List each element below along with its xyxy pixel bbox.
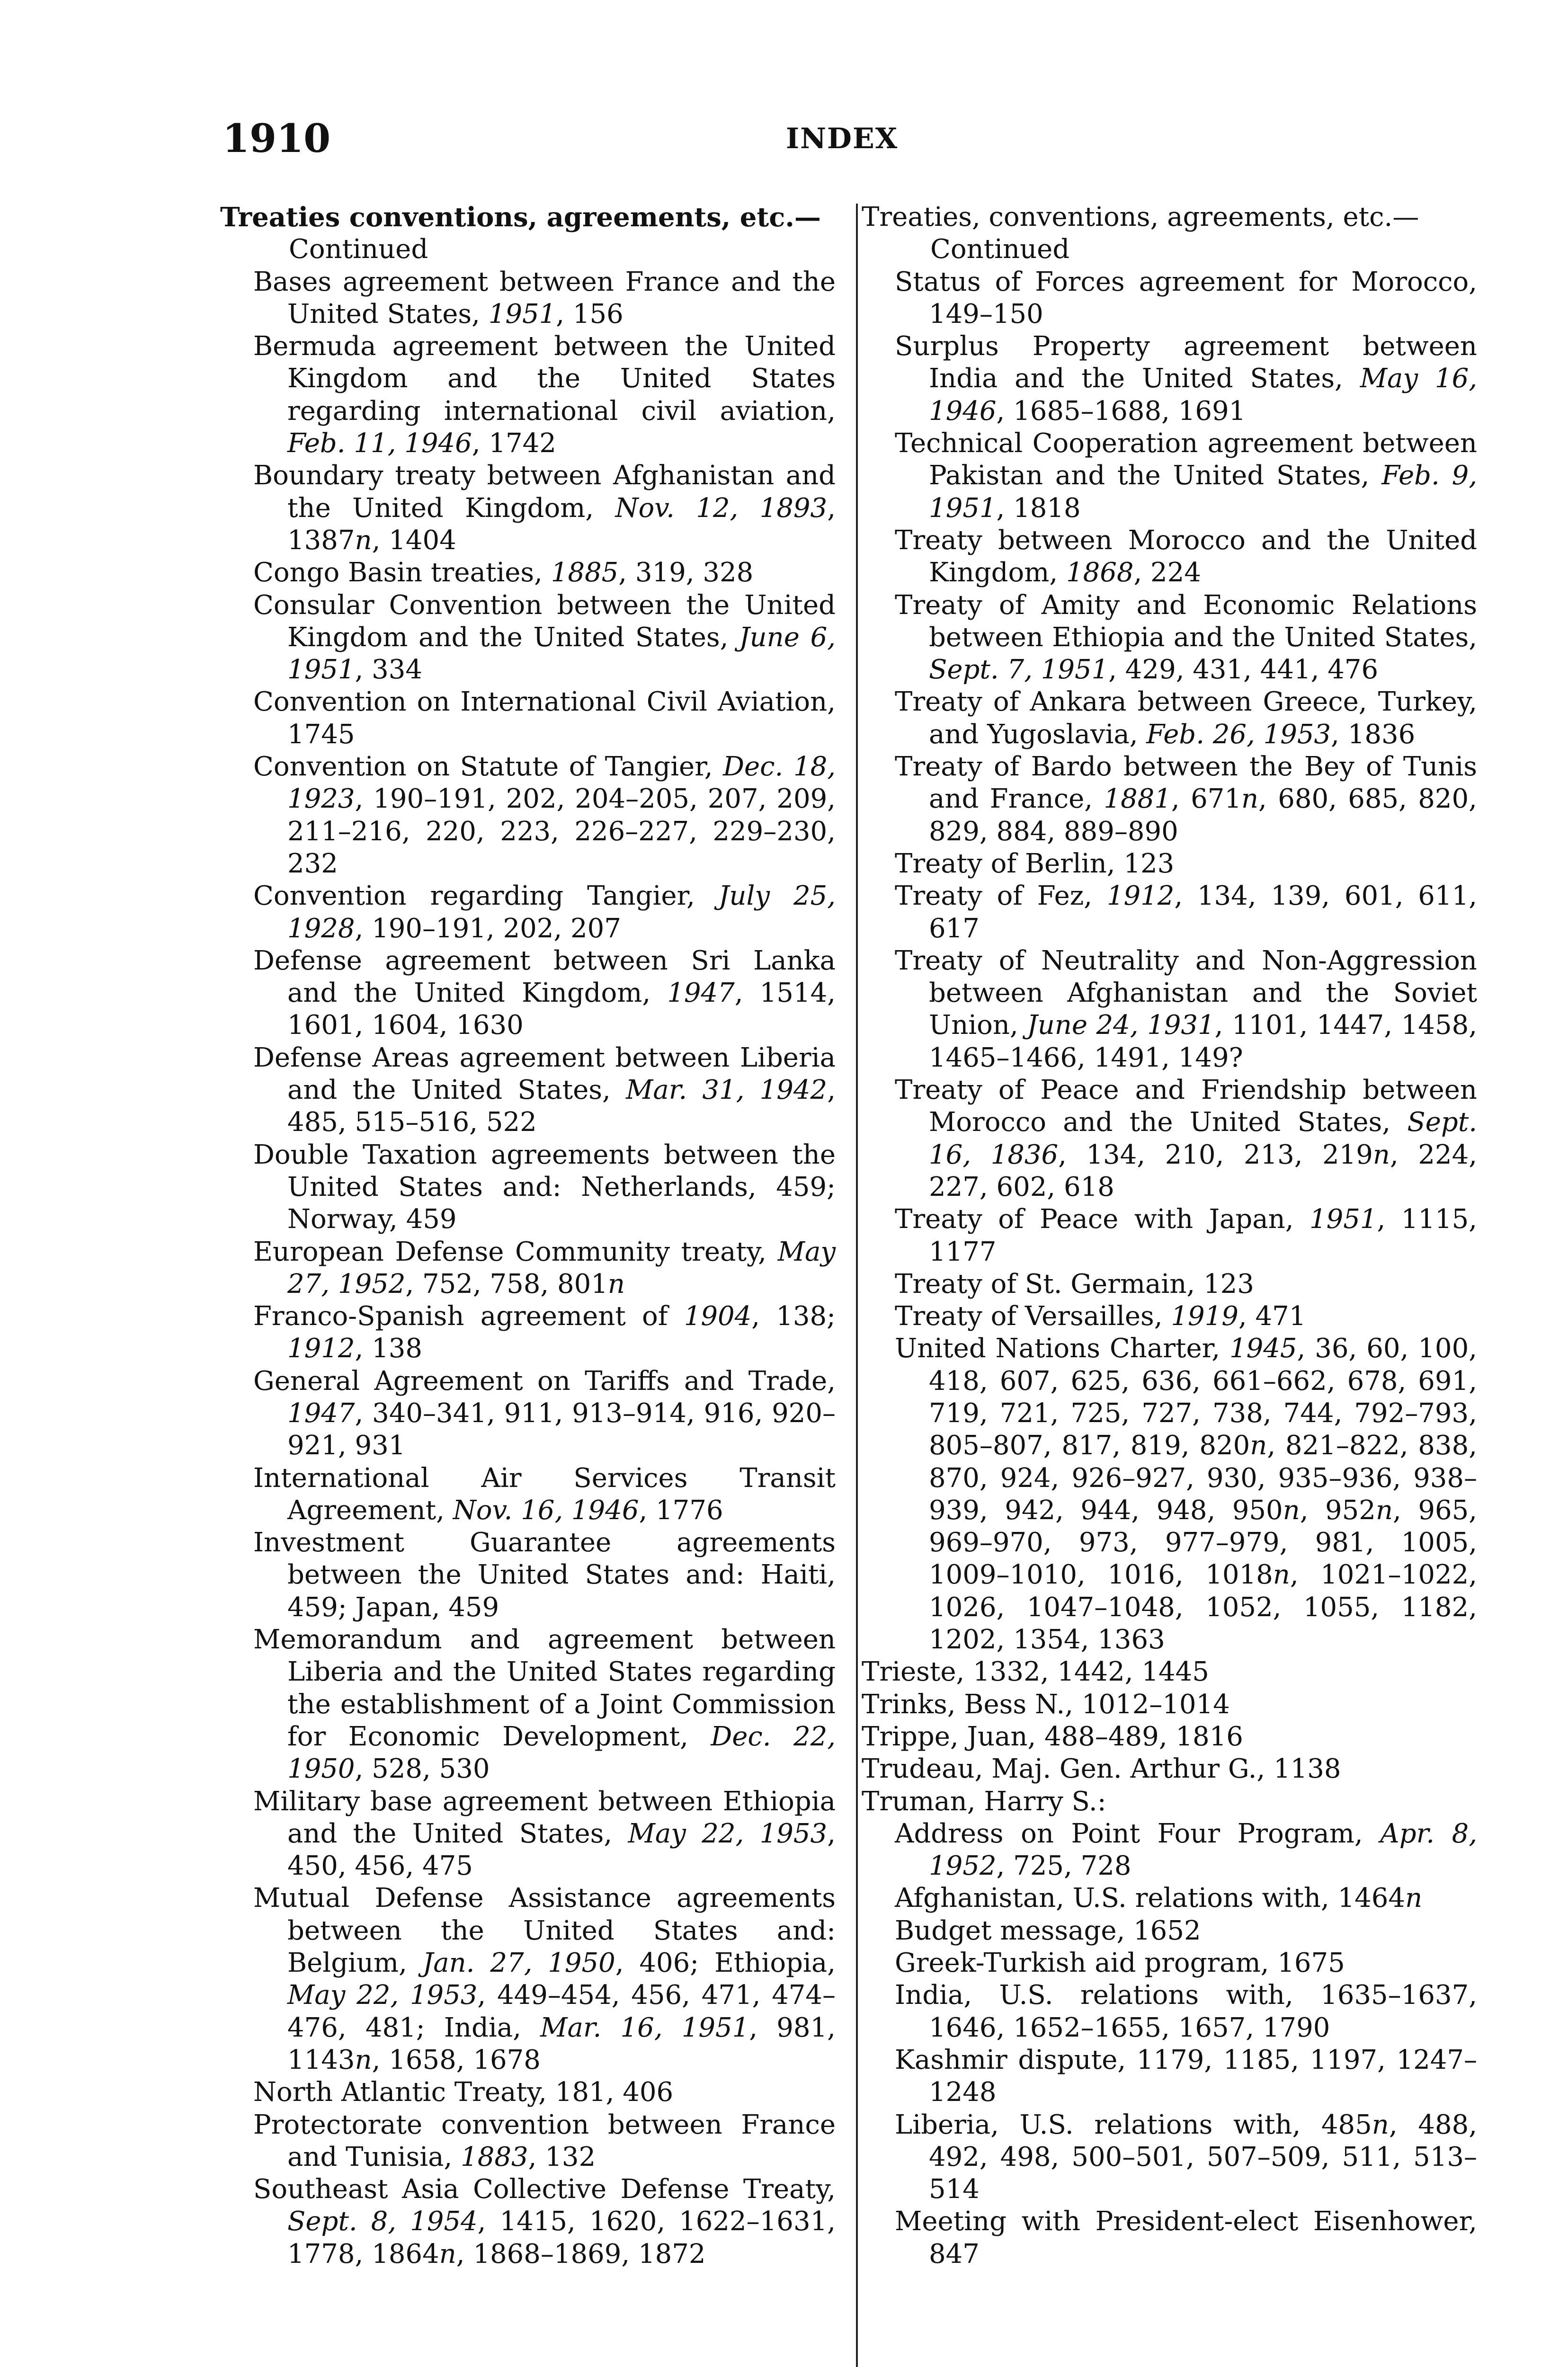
running-head: INDEX xyxy=(786,122,899,155)
right-column xyxy=(862,201,1477,2270)
index-subentry: General Agreement on Tariffs and Trade, 1947, 340–341, 911, 913–914, 916, 920–921, 931 xyxy=(253,1365,836,1461)
index-subentry: Military base agreement between Ethiopia and the United States, May 22, 1953, 450, 456, 475 xyxy=(253,1786,836,1882)
index-subentry: Treaty of Peace with Japan, 1951, 1115, 1177 xyxy=(895,1204,1478,1267)
index-subentry: Protectorate convention between France and Tunisia, 1883, 132 xyxy=(253,2109,836,2172)
index-subentry: Investment Guarantee agreements between the United States and: Haiti, 459; Japan, 459 xyxy=(253,1527,836,1623)
index-subentry: Bermuda agreement between the United Kingdom and the United States regarding international civil aviation, Feb. 11, 1946, 1742 xyxy=(253,331,836,459)
index-subentry: Treaty between Morocco and the United Kingdom, 1868, 224 xyxy=(895,525,1477,588)
index-subentry: Memorandum and agreement between Liberia and the United States regarding the establishment of a Joint Commission for Economic Development, Dec. 22, 1950, 528, 530 xyxy=(253,1624,836,1785)
index-subentry: Treaty of Versailles, 1919, 471 xyxy=(895,1301,1306,1332)
index-subentry: Treaty of Bardo between the Bey of Tunis and France, 1881, 671n, 680, 685, 820, 829, 884, 889–890 xyxy=(895,751,1477,847)
index-subentry: Status of Forces agreement for Morocco, 149–150 xyxy=(895,266,1477,329)
index-subentry: Southeast Asia Collective Defense Treaty, Sept. 8, 1954, 1415, 1620, 1622–1631, 1778, 1864n, 1868–1869, 1872 xyxy=(253,2174,836,2269)
index-subentry: Boundary treaty between Afghanistan and the United Kingdom, Nov. 12, 1893, 1387n, 1404 xyxy=(253,460,836,556)
truman-entries xyxy=(862,1818,1477,2270)
index-subentry: Surplus Property agreement between India and the United States, May 16, 1946, 1685–1688, 1691 xyxy=(895,331,1477,427)
right-top-entries xyxy=(862,1656,1477,1785)
index-entry: Trinks, Bess N., 1012–1014 xyxy=(862,1689,1230,1720)
index-subentry: Liberia, U.S. relations with, 485n, 488, 492, 498, 500–501, 507–509, 511, 513–514 xyxy=(895,2109,1478,2205)
index-subentry: Kashmir dispute, 1179, 1185, 1197, 1247–1248 xyxy=(895,2044,1477,2108)
index-subentry: Treaty of Berlin, 123 xyxy=(895,848,1175,879)
index-subentry: Convention regarding Tangier, July 25, 1928, 190–191, 202, 207 xyxy=(253,881,836,944)
index-subentry: Technical Cooperation agreement between Pakistan and the United States, Feb. 9, 1951, 1818 xyxy=(895,428,1477,524)
index-subentry: Treaty of Peace and Friendship between Morocco and the United States, Sept. 16, 1836, 134, 210, 213, 219n, 224, 227, 602, 618 xyxy=(895,1075,1478,1202)
index-subentry: Mutual Defense Assistance agreements between the United States and: Belgium, Jan. 27, 1950, 406; Ethiopia, May 22, 1953, 449–454, 456, 471, 474–476, 481; India, Mar. 16, 1951, 981, 1143n, 1658, 1678 xyxy=(253,1883,836,2075)
index-subentry: Treaty of Fez, 1912, 134, 139, 601, 611, 617 xyxy=(895,881,1477,944)
index-subentry: North Atlantic Treaty, 181, 406 xyxy=(253,2077,674,2108)
index-subentry: Convention on Statute of Tangier, Dec. 18, 1923, 190–191, 202, 204–205, 207, 209, 211–216, 220, 223, 226–227, 229–230, 232 xyxy=(253,751,836,879)
right-entries xyxy=(862,266,1477,1656)
index-subentry: Address on Point Four Program, Apr. 8, 1952, 725, 728 xyxy=(895,1818,1478,1882)
left-column-heading: Treaties conventions, agreements, etc.— xyxy=(220,202,821,233)
index-subentry: India, U.S. relations with, 1635–1637, 1646, 1652–1655, 1657, 1790 xyxy=(895,1980,1477,2043)
index-entry: Trieste, 1332, 1442, 1445 xyxy=(862,1656,1209,1688)
index-subentry: Afghanistan, U.S. relations with, 1464n xyxy=(895,1883,1423,1914)
left-entries xyxy=(220,266,836,2270)
index-entry: Trudeau, Maj. Gen. Arthur G., 1138 xyxy=(862,1753,1341,1785)
right-column-heading: Treaties, conventions, agreements, etc.— xyxy=(862,202,1419,232)
index-subentry: European Defense Community treaty, May 27, 1952, 752, 758, 801n xyxy=(253,1236,836,1299)
index-subentry: Defense agreement between Sri Lanka and the United Kingdom, 1947, 1514, 1601, 1604, 1630 xyxy=(253,945,836,1041)
index-subentry: Congo Basin treaties, 1885, 319, 328 xyxy=(253,557,754,588)
index-subentry: Bases agreement between France and the United States, 1951, 156 xyxy=(253,266,836,329)
index-subentry: Consular Convention between the United Kingdom and the United States, June 6, 1951, 334 xyxy=(253,589,836,685)
index-subentry: Treaty of Ankara between Greece, Turkey, and Yugoslavia, Feb. 26, 1953, 1836 xyxy=(895,686,1477,750)
index-subentry: International Air Services Transit Agreement, Nov. 16, 1946, 1776 xyxy=(253,1462,836,1526)
column-divider xyxy=(856,204,858,2367)
index-subentry: Franco-Spanish agreement of 1904, 138; 1912, 138 xyxy=(253,1301,836,1364)
index-subentry: Treaty of St. Germain, 123 xyxy=(895,1268,1254,1299)
index-subentry: Treaty of Amity and Economic Relations between Ethiopia and the United States, Sept. 7, 1951, 429, 431, 441, 476 xyxy=(895,589,1477,685)
left-column-continued: Continued xyxy=(289,234,428,265)
index-subentry: Meeting with President-elect Eisenhower, 847 xyxy=(895,2206,1477,2269)
index-subentry: United Nations Charter, 1945, 36, 60, 100, 418, 607, 625, 636, 661–662, 678, 691, 719, 721, 725, 727, 738, 744, 792–793, 805–807, 817, 819, 820n, 821–822, 838, 870, 924, 926–927, 930, 935–936, 938–939, 942, 944, 948, 950n, 952n, 965, 969–970, 973, 977–979, 981, 1005, 1009–1010, 1016, 1018n, 1021–1022, 1026, 1047–1048, 1052, 1055, 1182, 1202, 1354, 1363 xyxy=(895,1333,1478,1655)
truman-heading: Truman, Harry S.: xyxy=(862,1786,1106,1817)
right-column-continued: Continued xyxy=(930,234,1070,265)
index-subentry: Convention on International Civil Aviation, 1745 xyxy=(253,686,836,750)
index-subentry: Treaty of Neutrality and Non-Aggression between Afghanistan and the Soviet Union, June 24, 1931, 1101, 1447, 1458, 1465–1466, 1491, 149? xyxy=(895,945,1477,1073)
index-subentry: Double Taxation agreements between the United States and: Netherlands, 459; Norway, 459 xyxy=(253,1139,836,1235)
left-column xyxy=(220,201,836,2270)
index-subentry: Greek-Turkish aid program, 1675 xyxy=(895,1948,1345,1979)
index-entry: Trippe, Juan, 488–489, 1816 xyxy=(862,1721,1243,1752)
page-number: 1910 xyxy=(223,116,331,161)
index-subentry: Budget message, 1652 xyxy=(895,1915,1201,1946)
index-subentry: Defense Areas agreement between Liberia and the United States, Mar. 31, 1942, 485, 515–516, 522 xyxy=(253,1042,836,1138)
